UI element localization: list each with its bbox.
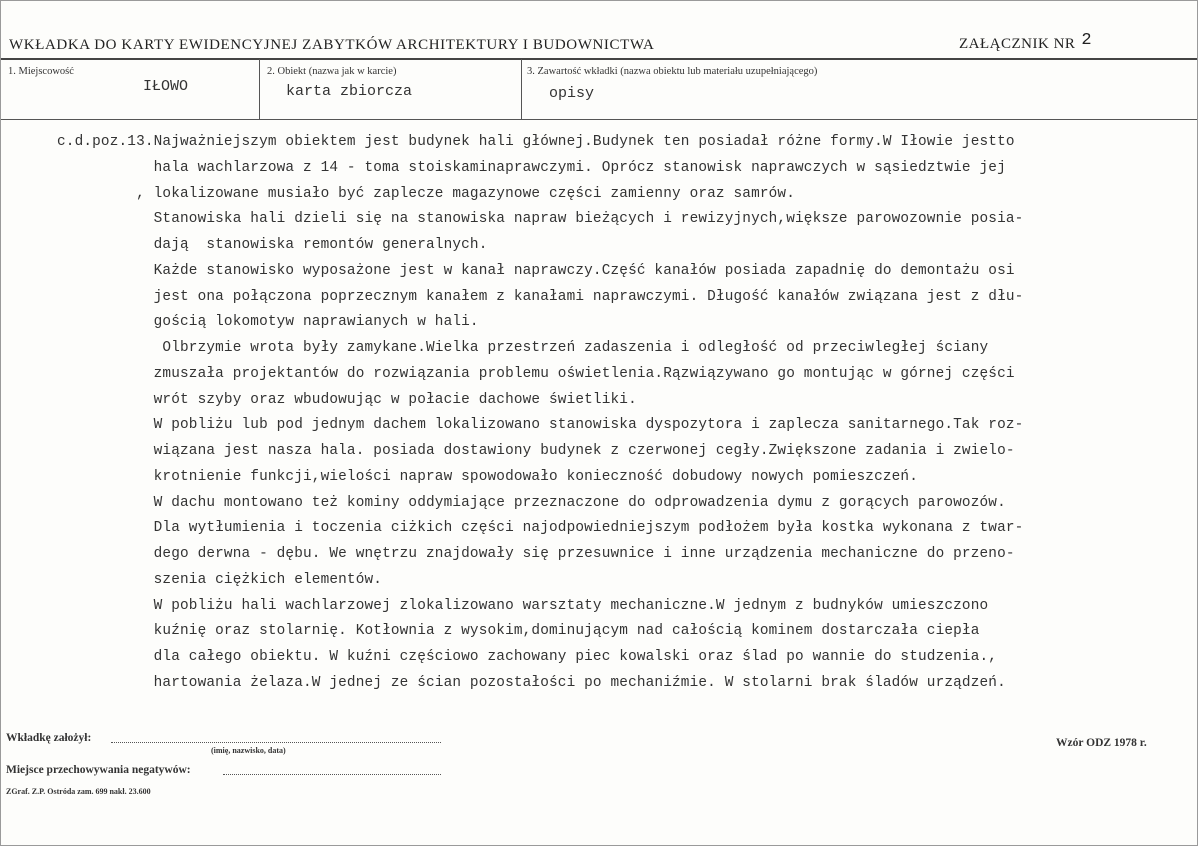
text-line: Każde stanowisko wyposażone jest w kanał naprawczy.Część kanałów posiada zapadnię do demontażu osi <box>57 262 1015 279</box>
text-line: hala wachlarzowa z 14 - toma stoiskaminaprawczymi. Oprócz stanowisk naprawczych w sąsiedztwie jej <box>57 159 1006 176</box>
locality-label: 1. Miejscowość <box>8 66 74 77</box>
text-line: Stanowiska hali dzieli się na stanowiska napraw bieżących i rewizyjnych,większe parowozownie posia- <box>57 211 1024 228</box>
storage-label: Miejsce przechowywania negatywów: <box>6 764 191 776</box>
text-line: szenia ciężkich elementów. <box>57 571 383 588</box>
text-line: krotnienie funkcji,wielości napraw spowodowało konieczność dobudowy nowych pomieszczeń. <box>57 468 919 485</box>
text-line: wrót szyby oraz wbudowując w połacie dachowe świetliki. <box>57 391 637 408</box>
text-line: c.d.poz.13.Najważniejszym obiektem jest budynek hali głównej.Budynek ten posiadał różne formy.W Iłowie jestto <box>57 134 1015 150</box>
contents-label: 3. Zawartość wkładki (nazwa obiektu lub materiału uzupełniającego) <box>527 66 818 77</box>
form-title: WKŁADKA DO KARTY EWIDENCYJNEJ ZABYTKÓW ARCHITEKTURY I BUDOWNICTWA <box>9 37 655 53</box>
text-line: dla całego obiektu. W kuźni częściowo zachowany piec kowalski oraz ślad po wannie do studzenia., <box>57 649 998 665</box>
fields-divider <box>1 119 1197 120</box>
field-divider <box>259 59 260 119</box>
locality-value: IŁOWO <box>143 78 189 95</box>
printer-imprint: ZGraf. Z.P. Ostróda zam. 699 nakł. 23.600 <box>6 787 151 796</box>
created-by-line <box>111 742 441 743</box>
text-line: Olbrzymie wrota były zamykane.Wielka przestrzeń zadaszenia i odległość od przeciwległej ściany <box>57 340 989 356</box>
text-line: , lokalizowane musiało być zaplecze magazynowe części zamienny oraz samrów. <box>57 185 796 202</box>
annex-label-text: ZAŁĄCZNIK NR <box>959 36 1076 52</box>
annex-label <box>959 31 1093 54</box>
text-line: dego derwna - dębu. We wnętrzu znajdowały się przesuwnice i inne urządzenia mechaniczne do przeno- <box>57 546 1015 562</box>
text-line: gością lokomotyw naprawianych w hali. <box>57 314 479 331</box>
text-line: hartowania żelaza.W jednej ze ścian pozostałości po mechaniźmie. W stolarni brak śladów urządzeń. <box>57 674 1006 691</box>
text-line: W dachu montowano też kominy oddymiające przeznaczone do odprowadzenia dymu z gorących parowozów. <box>57 494 1006 511</box>
created-by-hint: (imię, nazwisko, data) <box>211 746 286 755</box>
created-by-label: Wkładkę założył: <box>6 732 92 744</box>
contents-value: opisy <box>549 85 595 102</box>
text-line: W pobliżu hali wachlarzowej zlokalizowano warsztaty mechaniczne.W jednym z budnyków umieszczono <box>57 597 989 614</box>
text-line: W pobliżu lub pod jednym dachem lokalizowano stanowiska dyspozytora i zaplecza sanitarnego.Tak roz- <box>57 417 1024 434</box>
form-model: Wzór ODZ 1978 r. <box>1056 737 1147 749</box>
text-line: zmuszała projektantów do rozwiązania problemu oświetlenia.Rązwiązywano go montując w górnej części <box>57 365 1015 382</box>
annex-number: 2 <box>1081 31 1093 50</box>
text-line: Dla wytłumienia i toczenia ciżkich części najodpowiedniejszym podłożem była kostka wykonana z twar- <box>57 520 1024 537</box>
typed-description <box>57 130 1192 697</box>
text-line: jest ona połączona poprzecznym kanałem z kanałami naprawczymi. Długość kanałów związana jest z dłu- <box>57 288 1024 305</box>
object-label: 2. Obiekt (nazwa jak w karcie) <box>267 66 397 77</box>
storage-line <box>223 774 441 775</box>
header-divider <box>1 58 1197 60</box>
field-divider <box>521 59 522 119</box>
text-line: wiązana jest nasza hala. posiada dostawiony budynek z czerwonej cegły.Zwiększone zadania i zwielo- <box>57 443 1015 459</box>
text-line: kuźnię oraz stolarnię. Kotłownia z wysokim,dominującym nad całością kominem dostarczała ciepła <box>57 623 980 640</box>
object-value: karta zbiorcza <box>286 83 413 100</box>
text-line: dają stanowiska remontów generalnych. <box>57 237 488 253</box>
